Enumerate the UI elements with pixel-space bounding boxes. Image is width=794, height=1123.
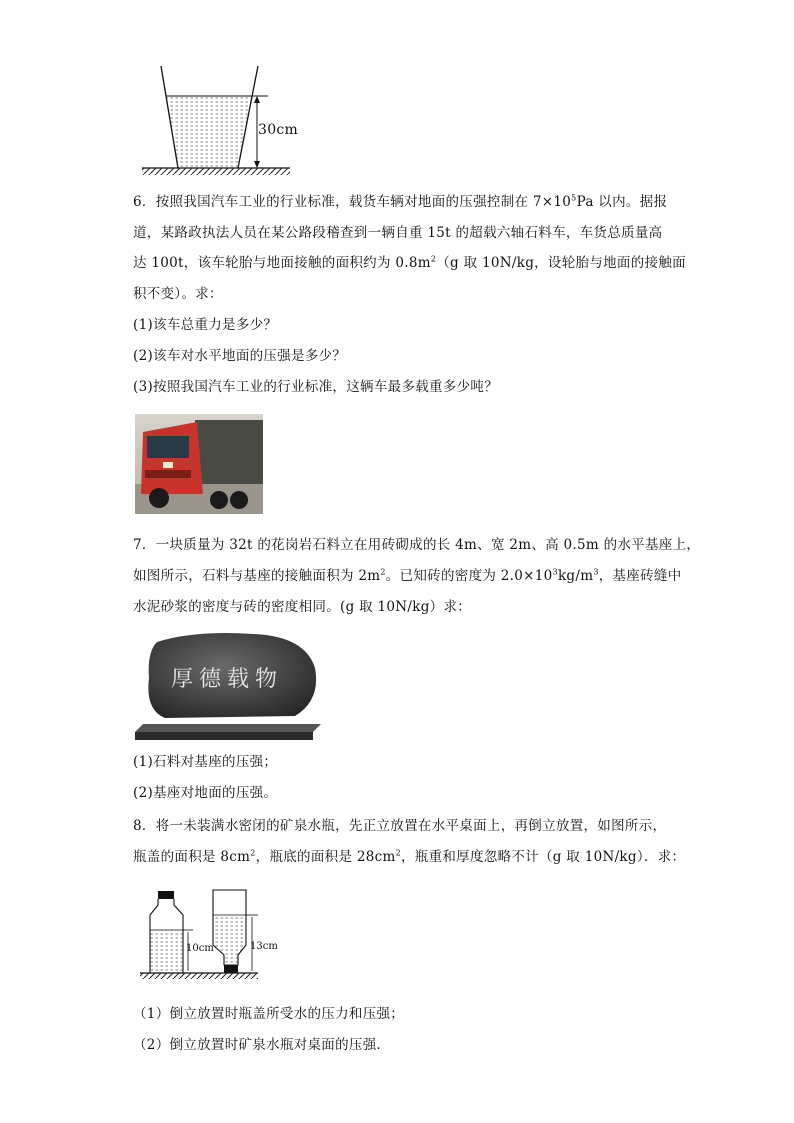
q6-sub1: (1)该车总重力是多少？ bbox=[133, 317, 278, 333]
q8-sub2: （2）倒立放置时矿泉水瓶对桌面的压强． bbox=[133, 1037, 391, 1053]
base-front bbox=[135, 732, 313, 740]
q6-line2: 道，某路政执法人员在某公路段稽查到一辆自重 15t 的超载六轴石料车，车货总质量高 bbox=[133, 225, 663, 241]
q7-line2: 如图所示，石料与基座的接触面积为 $2m^2$。已知砖的密度为 $2.0\times 10^3kg/m^3$，基座砖缝中 bbox=[133, 567, 682, 584]
base-top bbox=[135, 724, 321, 732]
q6-line3: 达 100t，该车轮胎与地面接触的面积约为 $0.8m^2(g$ 取 10N/kg，设轮胎与地面的接触面 bbox=[133, 254, 686, 271]
upright-height-label: 10cm bbox=[186, 943, 214, 954]
water-body bbox=[166, 96, 252, 168]
dimension-arrow-up bbox=[254, 96, 260, 103]
q7-sub1: (1)石料对基座的压强； bbox=[133, 754, 278, 770]
q7-line1: 7．一块质量为 32t 的花岗岩石料立在用砖砌成的长 4m、宽 2m、高 0.5m 的水平基座上， bbox=[133, 537, 701, 553]
bottle-figure bbox=[140, 890, 258, 979]
truck-photo bbox=[135, 414, 263, 514]
q6-sub2: (2)该车对水平地面的压强是多少？ bbox=[133, 348, 347, 364]
q6-line4: 积不变）。求： bbox=[133, 286, 223, 302]
inverted-bottle-water bbox=[213, 915, 246, 965]
q7-sub2: (2)基座对地面的压强。 bbox=[133, 785, 278, 801]
q8-line1: 8．将一未装满水密闭的矿泉水瓶，先正立放置在水平桌面上，再倒立放置，如图所示， bbox=[133, 818, 667, 834]
ground-hatch bbox=[142, 168, 290, 175]
dimension-arrow-down bbox=[254, 161, 260, 168]
table-hatch bbox=[140, 973, 258, 979]
q6-sub3: (3)按照我国汽车工业的行业标准，这辆车最多载重多少吨？ bbox=[133, 379, 499, 395]
q8-line2: 瓶盖的面积是 $8cm^2$，瓶底的面积是 $28cm^2$，瓶重和厚度忽略不计（g 取 10N/kg）．求： bbox=[133, 848, 686, 865]
q6-line1: 6．按照我国汽车工业的行业标准，载货车辆对地面的压强控制在 $7\times 10^5Pa$ 以内。据报 bbox=[133, 193, 668, 210]
stone-inscription: 厚德载物 bbox=[171, 667, 284, 692]
upright-bottle-cap bbox=[158, 891, 174, 899]
container-height-label: 30cm bbox=[258, 122, 299, 138]
truck-icon bbox=[135, 414, 263, 514]
q8-sub1: （1）倒立放置时瓶盖所受水的压力和压强； bbox=[133, 1006, 405, 1022]
upright-bottle-water bbox=[150, 930, 183, 973]
inverted-height-label: 13cm bbox=[250, 941, 278, 952]
q7-line3: 水泥砂浆的密度与砖的密度相同。(g 取 10N/kg）求： bbox=[133, 599, 472, 615]
inverted-bottle-cap bbox=[224, 965, 238, 973]
stone-figure bbox=[135, 628, 323, 740]
